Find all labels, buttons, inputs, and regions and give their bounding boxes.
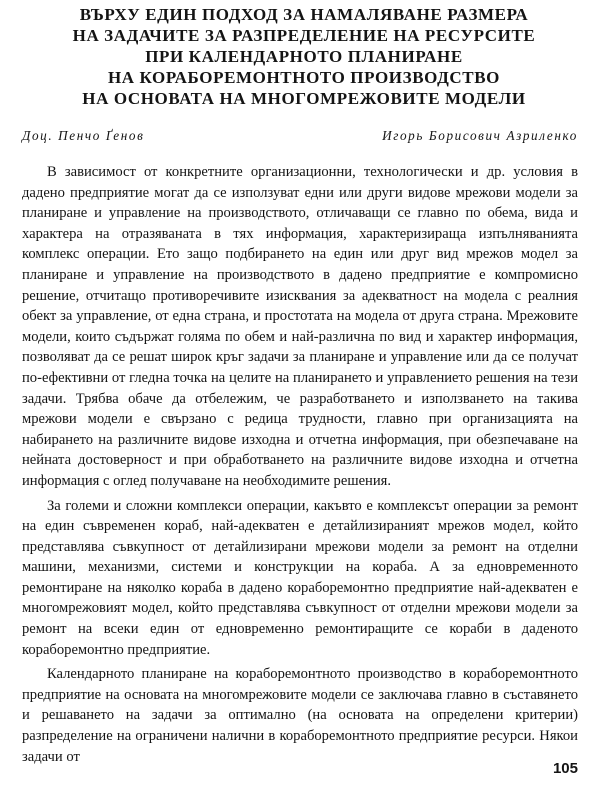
title-line: ПРИ КАЛЕНДАРНОТО ПЛАНИРАНЕ	[145, 47, 463, 66]
body-paragraph: В зависимост от конкретните организационни, технологически и др. условия в дадено предприятие могат да се използуват едни или други видове мрежови модели за планиране и управление на производството, отличаващи се главно по обема, вида и характера на отразяваната в тях информация, характеризираща изпълняванията комплекс операции. Ето защо подбирането на един или друг вид мрежов модел за планиране и управление на производството в дадено предприятие е компромисно решение, отчитащо противоречивите изисквания за адекватност на модела с реалния обект за управление, от една страна, и простотата на модела от друга страна. Мрежовите модели, които съдържат голяма по обем и най-различна по вид и характер информация, позволяват да се решат широк кръг задачи за планиране и управление или да се получат по-ефективни от гледна точка на целите на планирането и управлението решения на тези задачи. Трябва обаче да отбележим, че разработването и използването на такива мрежови модели е свързано с редица трудности, главно при организацията на набирането на различните видове изходна и отчетна информация, при обезпечаване на нейната достоверност и при обработването на различните видове изходна и отчетна информация с оглед получаване на необходимите решения.	[22, 164, 578, 489]
article-body	[22, 162, 578, 767]
page-number: 105	[552, 760, 578, 777]
body-paragraph: Календарното планиране на кораборемонтното производство в кораборемонтното предприятие на основата на многомрежовите модели се заключава главно в съставянето и решаването на задачи за оптимално (на основата на определени критерии) разпределение на ограничени налични в кораборемонтното предприятие ресурси. Някои задачи от	[22, 666, 578, 765]
author-right: Игорь Борисович Азриленко	[382, 128, 578, 143]
body-paragraph: За големи и сложни комплекси операции, какъвто е комплексът операции за ремонт на един съвременен кораб, най-адекватен е детайлизираният мрежов модел, който представлява съвкупност от детайлизирани мрежови модели за ремонт на отделни машини, механизми, системи и конструкции на кораба. А за едновременното ремонтиране на няколко кораба в дадено кораборемонтно предприятие най-адекватен е многомрежовият модел, който представлява съвкупност от отделни мрежови модели за ремонт на всеки един от едновременно ремонтиращите се кораби в даденото кораборемонтно предприятие.	[22, 497, 578, 658]
title-line: НА ЗАДАЧИТЕ ЗА РАЗПРЕДЕЛЕНИЕ НА РЕСУРСИТЕ	[72, 26, 536, 45]
author-line	[22, 127, 578, 145]
title-line: НА КОРАБОРЕМОНТНОТО ПРОИЗВОДСТВО	[107, 68, 500, 87]
title-line: ВЪРХУ ЕДИН ПОДХОД ЗА НАМАЛЯВАНЕ РАЗМЕРА	[79, 5, 529, 24]
title-line: НА ОСНОВАТА НА МНОГОМРЕЖОВИТЕ МОДЕЛИ	[82, 89, 526, 108]
author-left: Доц. Пенчо Ґенов	[22, 128, 145, 143]
article-title	[22, 4, 578, 109]
